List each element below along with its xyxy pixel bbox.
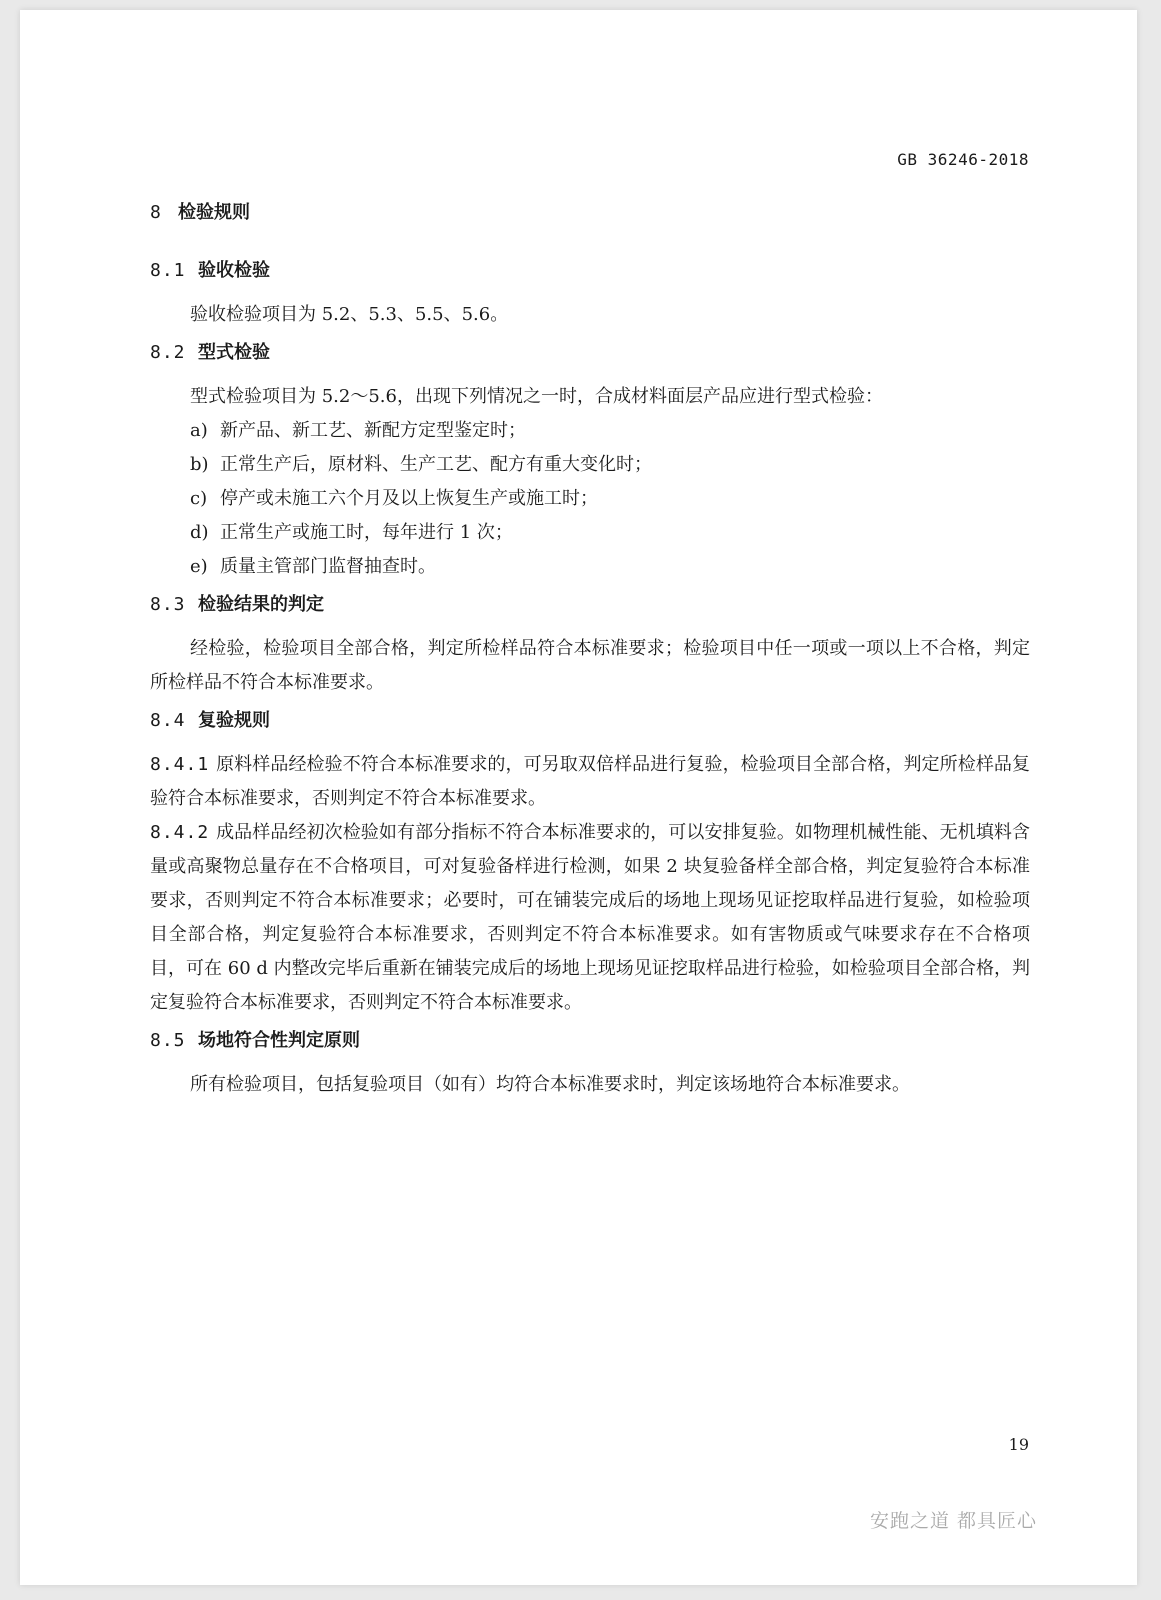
- section-number: 8.3: [150, 594, 186, 615]
- section-title: 型式检验: [198, 342, 270, 363]
- list-item: [150, 550, 1030, 584]
- list-item: [150, 516, 1030, 550]
- list-marker: e): [190, 556, 208, 577]
- section-heading-8-1: [150, 256, 1030, 286]
- list-item-text: 正常生产后，原材料、生产工艺、配方有重大变化时；: [220, 454, 652, 475]
- list-marker: d): [190, 522, 209, 543]
- page-number: 19: [1008, 1435, 1029, 1454]
- list-item-text: 新产品、新工艺、新配方定型鉴定时；: [220, 420, 526, 441]
- clause-8-4-2: [150, 816, 1030, 1020]
- list-item-text: 停产或未施工六个月及以上恢复生产或施工时；: [220, 488, 598, 509]
- list-marker: c): [190, 488, 208, 509]
- section-number: 8.5: [150, 1030, 186, 1051]
- clause-number: 8.4.1: [150, 754, 210, 775]
- list-marker: a): [190, 420, 208, 441]
- section-8-1-text: 验收检验项目为 5.2、5.3、5.5、5.6。: [190, 304, 509, 325]
- footer-watermark: 安跑之道 都具匠心: [869, 1510, 1037, 1532]
- section-heading-8-4: [150, 706, 1030, 736]
- clause-8-4-1: [150, 748, 1030, 816]
- section-8-5-text: 所有检验项目，包括复验项目（如有）均符合本标准要求时，判定该场地符合本标准要求。: [190, 1074, 910, 1095]
- section-heading-8-2: [150, 338, 1030, 368]
- clause-text: 原料样品经检验不符合本标准要求的，可另取双倍样品进行复验，检验项目全部合格，判定所检样品复验符合本标准要求，否则判定不符合本标准要求。: [150, 754, 1030, 809]
- chapter-number: 8: [150, 202, 162, 223]
- section-heading-8-3: [150, 590, 1030, 620]
- list-item-text: 正常生产或施工时，每年进行 1 次；: [220, 522, 513, 543]
- list-item-text: 质量主管部门监督抽查时。: [220, 556, 436, 577]
- chapter-heading: [150, 198, 1030, 228]
- section-title: 检验结果的判定: [198, 594, 324, 615]
- list-item: [150, 482, 1030, 516]
- section-number: 8.4: [150, 710, 186, 731]
- document-page: [20, 10, 1137, 1585]
- section-heading-8-5: [150, 1026, 1030, 1056]
- page-content: [150, 190, 1030, 1102]
- list-item: [150, 414, 1030, 448]
- clause-number: 8.4.2: [150, 822, 210, 843]
- list-item: [150, 448, 1030, 482]
- section-number: 8.2: [150, 342, 186, 363]
- section-title: 场地符合性判定原则: [198, 1030, 360, 1051]
- section-8-2-intro: 型式检验项目为 5.2～5.6，出现下列情况之一时，合成材料面层产品应进行型式检验：: [190, 386, 883, 407]
- standard-number: GB 36246-2018: [897, 150, 1029, 169]
- clause-text: 成品样品经初次检验如有部分指标不符合本标准要求的，可以安排复验。如物理机械性能、无机填料含量或高聚物总量存在不合格项目，可对复验备样进行检测，如果 2 块复验备样全部合格，判定复验符合本标准要求，否则判定不符合本标准要求；必要时，可在铺装完成后的场地上现场见证挖取样品进行复验，如检验项目全部合格，判定复验符合本标准要求，否则判定不符合本标准要求。如有害物质或气味要求存在不合格项目，可在 60 d 内整改完毕后重新在铺装完成后的场地上现场见证挖取样品进行检验，如检验项目全部合格，判定复验符合本标准要求，否则判定不符合本标准要求。: [150, 822, 1030, 1013]
- section-number: 8.1: [150, 260, 186, 281]
- chapter-title: 检验规则: [178, 202, 250, 223]
- section-8-3-body: 经检验，检验项目全部合格，判定所检样品符合本标准要求；检验项目中任一项或一项以上不合格，判定所检样品不符合本标准要求。: [150, 638, 1030, 693]
- section-8-3-text: [150, 632, 1030, 700]
- list-marker: b): [190, 454, 209, 475]
- section-title: 验收检验: [198, 260, 270, 281]
- section-title: 复验规则: [198, 710, 270, 731]
